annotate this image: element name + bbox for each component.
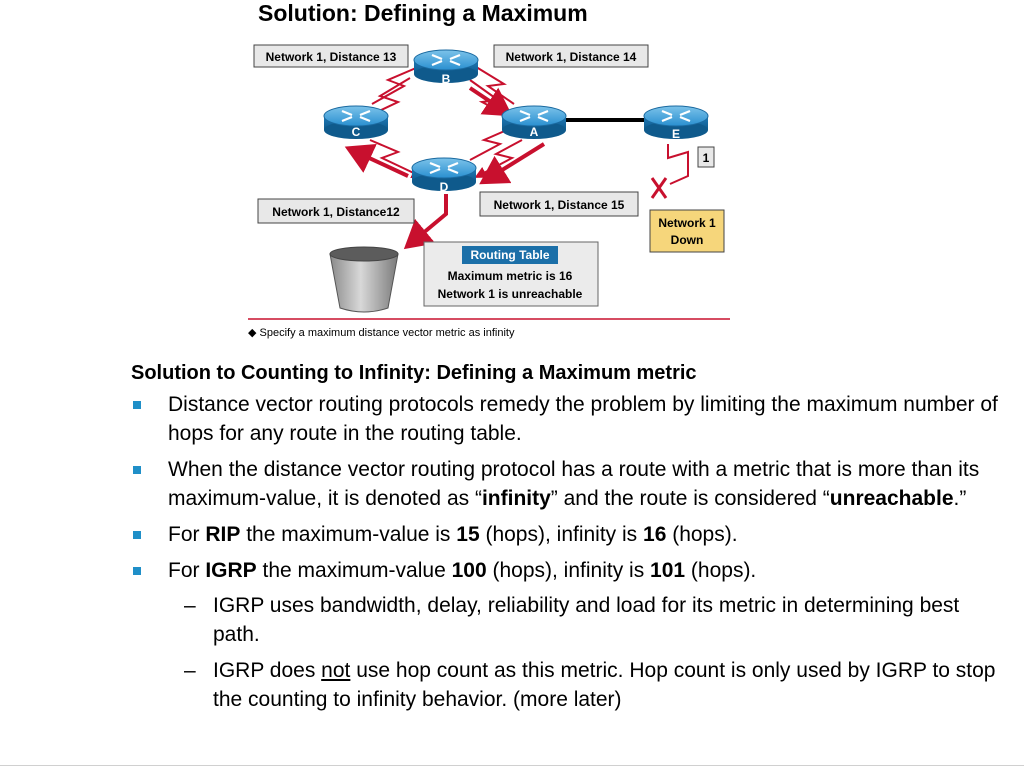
term-infinity: infinity (481, 487, 551, 510)
slide-text (131, 359, 1011, 721)
svg-text:1: 1 (702, 151, 710, 165)
bullet-item-igrp: For IGRP the maximum-value 100 (hops), infinity is 101 (hops). – IGRP uses bandwidth, delay, reliability and load for its metric in determining best path. – IGRP does not use hop count as this metric. Hop count is only used by IGRP to stop the counting to infinity behavior. (more later) (131, 556, 1011, 714)
router-a-label: A (529, 125, 539, 139)
routing-table-box (424, 242, 598, 306)
network-diagram (0, 0, 1024, 345)
bottom-rule (0, 765, 1024, 766)
arrow-a-to-d (486, 144, 544, 180)
term-unreachable: unreachable (829, 487, 954, 510)
dash-bullet: – (184, 594, 196, 617)
routing-table-header: Routing Table (470, 248, 550, 262)
bucket-icon (330, 247, 398, 312)
square-bullet-icon (133, 401, 141, 409)
zigzag-e-down (668, 144, 688, 184)
svg-text:Down: Down (670, 233, 704, 247)
figure-title: Solution: Defining a Maximum (258, 0, 588, 26)
label-d-to-c-update (258, 199, 414, 223)
bullet-item-rip: For RIP the maximum-value is 15 (hops), infinity is 16 (hops). (131, 520, 1011, 549)
svg-text:Network 1, Distance12: Network 1, Distance12 (272, 205, 400, 219)
arrow-d-to-bucket (410, 194, 446, 244)
router-c (324, 106, 388, 139)
label-a-update (494, 45, 648, 67)
router-e (644, 106, 708, 141)
router-c-label: C (351, 125, 361, 139)
svg-text:Network 1, Distance 15: Network 1, Distance 15 (493, 198, 625, 212)
square-bullet-icon (133, 466, 141, 474)
network-down-note (650, 210, 724, 252)
router-b (414, 50, 478, 86)
sub-bullet-metric: – IGRP uses bandwidth, delay, reliability and load for its metric in determining best path. (176, 591, 1011, 649)
diamond-bullet-icon: ◆ (248, 327, 257, 339)
square-bullet-icon (133, 567, 141, 575)
network-down-x-icon (652, 178, 666, 198)
figure-caption (248, 326, 514, 339)
label-a-to-d-update (480, 192, 638, 216)
bullet-item-limit (131, 390, 1011, 448)
slide-heading: Solution to Counting to Infinity: Defining a Maximum metric (131, 362, 697, 384)
bullet-text: Distance vector routing protocols remedy the problem by limiting the maximum number of hops for any route in the routing table. (168, 393, 998, 445)
router-b-label: B (441, 72, 451, 86)
svg-text:Network 1: Network 1 (658, 216, 716, 230)
term-not: not (321, 659, 351, 682)
router-d (412, 158, 476, 194)
sub-bullet-hop-count: – IGRP does not use hop count as this metric. Hop count is only used by IGRP to stop the counting to infinity behavior. (more later) (176, 656, 1011, 714)
figure-caption-text: Specify a maximum distance vector metric as infinity (259, 327, 515, 339)
interface-label (698, 147, 714, 167)
routing-table-line2: Network 1 is unreachable (437, 287, 583, 301)
bullet-list (131, 390, 1011, 714)
arrow-b-to-a (470, 88, 506, 112)
svg-text:Network 1, Distance 14: Network 1, Distance 14 (505, 50, 637, 64)
svg-text:Network 1, Distance 13: Network 1, Distance 13 (265, 50, 397, 64)
term-igrp: IGRP (205, 559, 257, 582)
term-rip: RIP (205, 523, 241, 546)
bullet-item-infinity: When the distance vector routing protocol has a route with a metric that is more than its maximum-value, it is denoted as “infinity” and the route is considered “unreachable.” (131, 455, 1011, 513)
arrow-d-to-c (352, 150, 408, 176)
dash-bullet: – (184, 659, 196, 682)
router-e-label: E (671, 127, 681, 141)
router-d-label: D (439, 180, 449, 194)
routing-table-line1: Maximum metric is 16 (447, 269, 573, 283)
sub-bullet-list (176, 591, 1011, 714)
label-b-update (254, 45, 408, 67)
square-bullet-icon (133, 531, 141, 539)
router-a (502, 106, 566, 139)
